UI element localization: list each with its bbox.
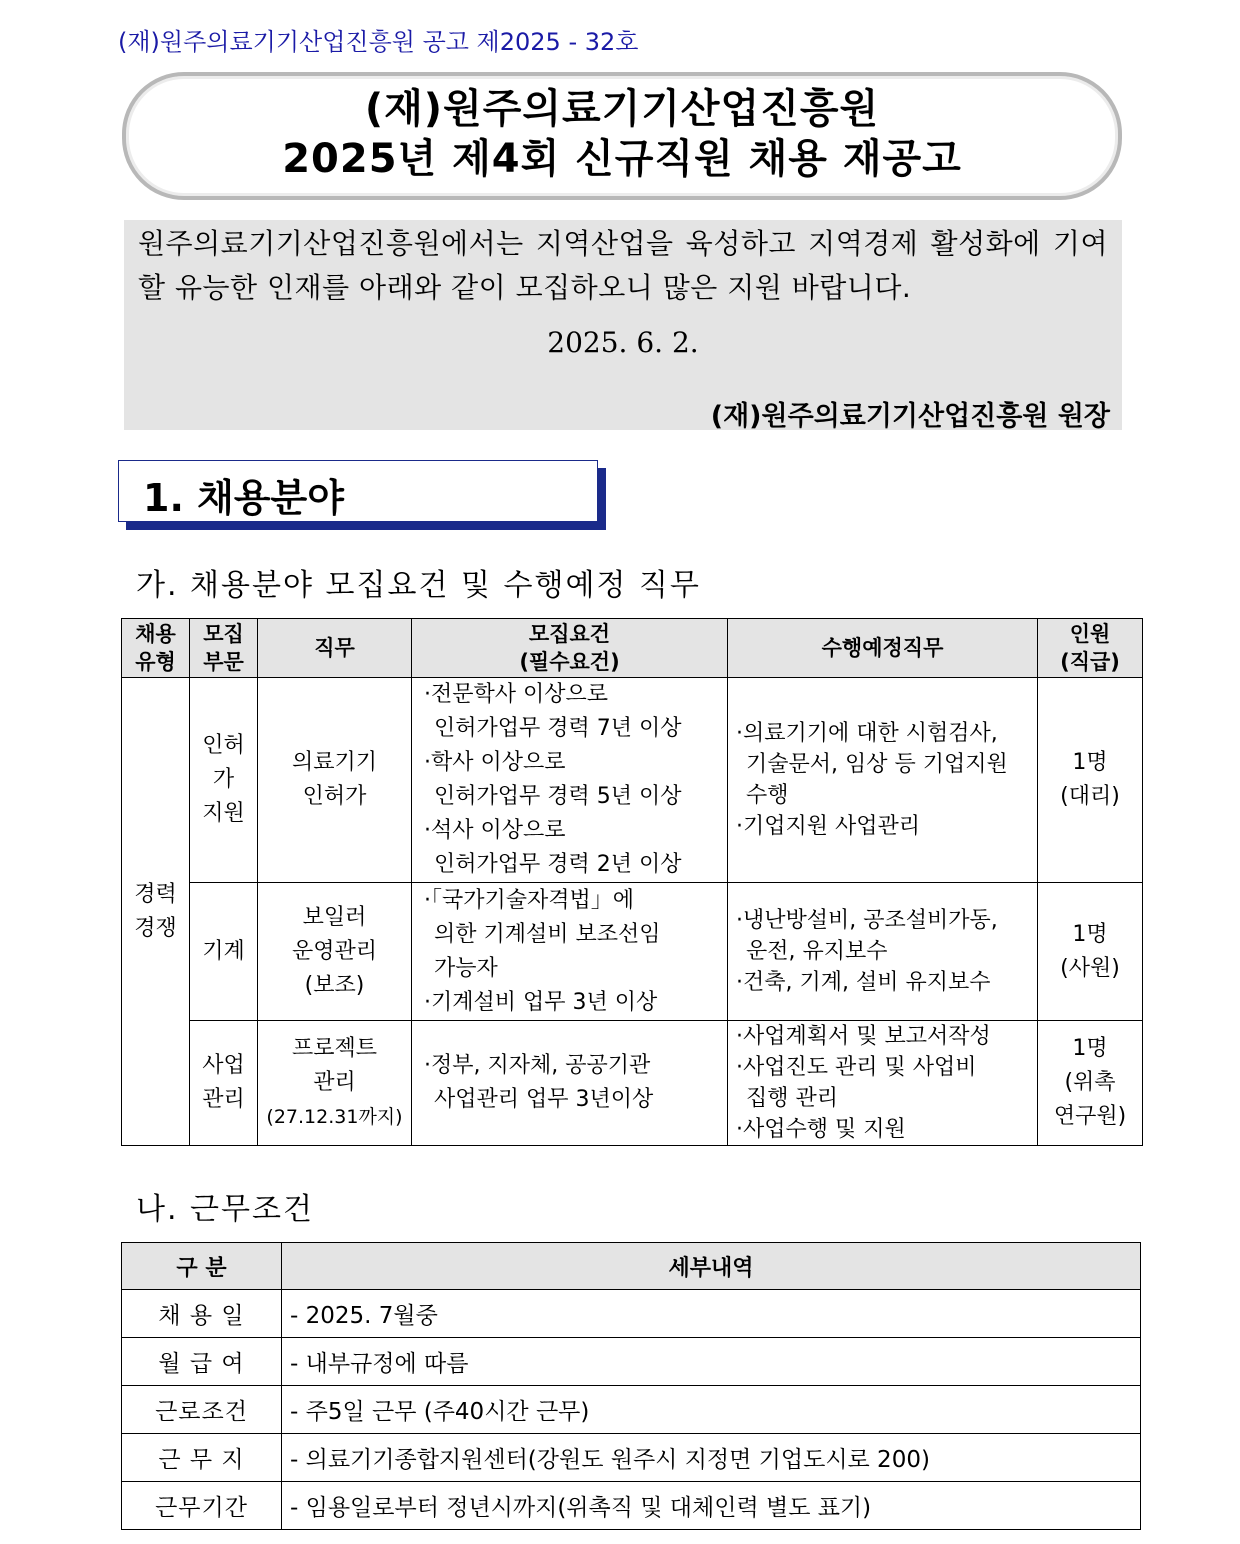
requirements-cell: ·정부, 지자체, 공공기관 사업관리 업무 3년이상 <box>412 1021 728 1146</box>
title-line-2: 2025년 제4회 신규직원 채용 재공고 <box>282 136 962 182</box>
table-row <box>122 1386 1141 1434</box>
header-requirements: 모집요건 (필수요건) <box>412 619 728 678</box>
count-cell: 1명 (대리) <box>1038 678 1143 883</box>
dept-cell: 인허 가 지원 <box>190 678 258 883</box>
intro-box <box>124 220 1122 430</box>
header-category: 구 분 <box>122 1243 282 1290</box>
condition-value: - 임용일로부터 정년시까지(위촉직 및 대체인력 별도 표기) <box>282 1482 1141 1530</box>
work-conditions-table <box>121 1242 1141 1530</box>
condition-key: 근로조건 <box>122 1386 282 1434</box>
table-row <box>122 1434 1141 1482</box>
dept-cell: 사업 관리 <box>190 1021 258 1146</box>
dept-cell: 기계 <box>190 883 258 1021</box>
title-banner <box>122 72 1122 200</box>
condition-value: - 내부규정에 따름 <box>282 1338 1141 1386</box>
table-row <box>122 678 1143 883</box>
duty-cell: ·의료기기에 대한 시험검사, 기술문서, 임상 등 기업지원 수행 ·기업지원 사업관리 <box>728 678 1038 883</box>
type-cell: 경력 경쟁 <box>122 678 190 1146</box>
requirements-cell: ·전문학사 이상으로 인허가업무 경력 7년 이상 ·학사 이상으로 인허가업무 경력 5년 이상 ·석사 이상으로 인허가업무 경력 2년 이상 <box>412 678 728 883</box>
condition-key: 채 용 일 <box>122 1290 282 1338</box>
title-line-1: (재)원주의료기기산업진흥원 <box>364 86 880 132</box>
header-count: 인원 (직급) <box>1038 619 1143 678</box>
table-row <box>122 1338 1141 1386</box>
header-type: 채용 유형 <box>122 619 190 678</box>
section-header-recruitment <box>118 460 598 522</box>
table-row <box>122 1290 1141 1338</box>
table-header-row <box>122 1243 1141 1290</box>
count-cell: 1명 (위촉 연구원) <box>1038 1021 1143 1146</box>
job-cell: 프로젝트 관리 (27.12.31까지) <box>258 1021 412 1146</box>
condition-key: 월 급 여 <box>122 1338 282 1386</box>
duty-cell: ·사업계획서 및 보고서작성 ·사업진도 관리 및 사업비 집행 관리 ·사업수행 및 지원 <box>728 1021 1038 1146</box>
job-note: (27.12.31까지) <box>266 1106 403 1128</box>
table-row <box>122 883 1143 1021</box>
header-duty: 수행예정직무 <box>728 619 1038 678</box>
intro-date: 2025. 6. 2. <box>547 326 699 359</box>
count-cell: 1명 (사원) <box>1038 883 1143 1021</box>
requirements-cell: ·「국가기술자격법」에 의한 기계설비 보조선임 가능자 ·기계설비 업무 3년 이상 <box>412 883 728 1021</box>
header-detail: 세부내역 <box>282 1243 1141 1290</box>
condition-value: - 의료기기종합지원센터(강원도 원주시 지정면 기업도시로 200) <box>282 1434 1141 1482</box>
section-title: 1. 채용분야 <box>143 476 344 520</box>
condition-key: 근무기간 <box>122 1482 282 1530</box>
table-header-row <box>122 619 1143 678</box>
condition-value: - 주5일 근무 (주40시간 근무) <box>282 1386 1141 1434</box>
condition-key: 근 무 지 <box>122 1434 282 1482</box>
intro-text: 원주의료기기산업진흥원에서는 지역산업을 육성하고 지역경제 활성화에 기여할 유능한 인재를 아래와 같이 모집하오니 많은 지원 바랍니다. <box>138 227 1108 304</box>
table-row <box>122 1021 1143 1146</box>
intro-signature: (재)원주의료기기산업진흥원 원장 <box>710 401 1110 432</box>
header-job: 직무 <box>258 619 412 678</box>
job-cell: 보일러 운영관리 (보조) <box>258 883 412 1021</box>
job-cell: 의료기기 인허가 <box>258 678 412 883</box>
header-dept: 모집 부문 <box>190 619 258 678</box>
condition-value: - 2025. 7월중 <box>282 1290 1141 1338</box>
subsection-heading-b: 나. 근무조건 <box>136 1192 314 1227</box>
notice-number: (재)원주의료기기산업진흥원 공고 제2025 - 32호 <box>118 28 639 56</box>
subsection-heading-a: 가. 채용분야 모집요건 및 수행예정 직무 <box>136 568 701 603</box>
recruitment-table <box>121 618 1143 1146</box>
table-row <box>122 1482 1141 1530</box>
duty-cell: ·냉난방설비, 공조설비가동, 운전, 유지보수 ·건축, 기계, 설비 유지보수 <box>728 883 1038 1021</box>
